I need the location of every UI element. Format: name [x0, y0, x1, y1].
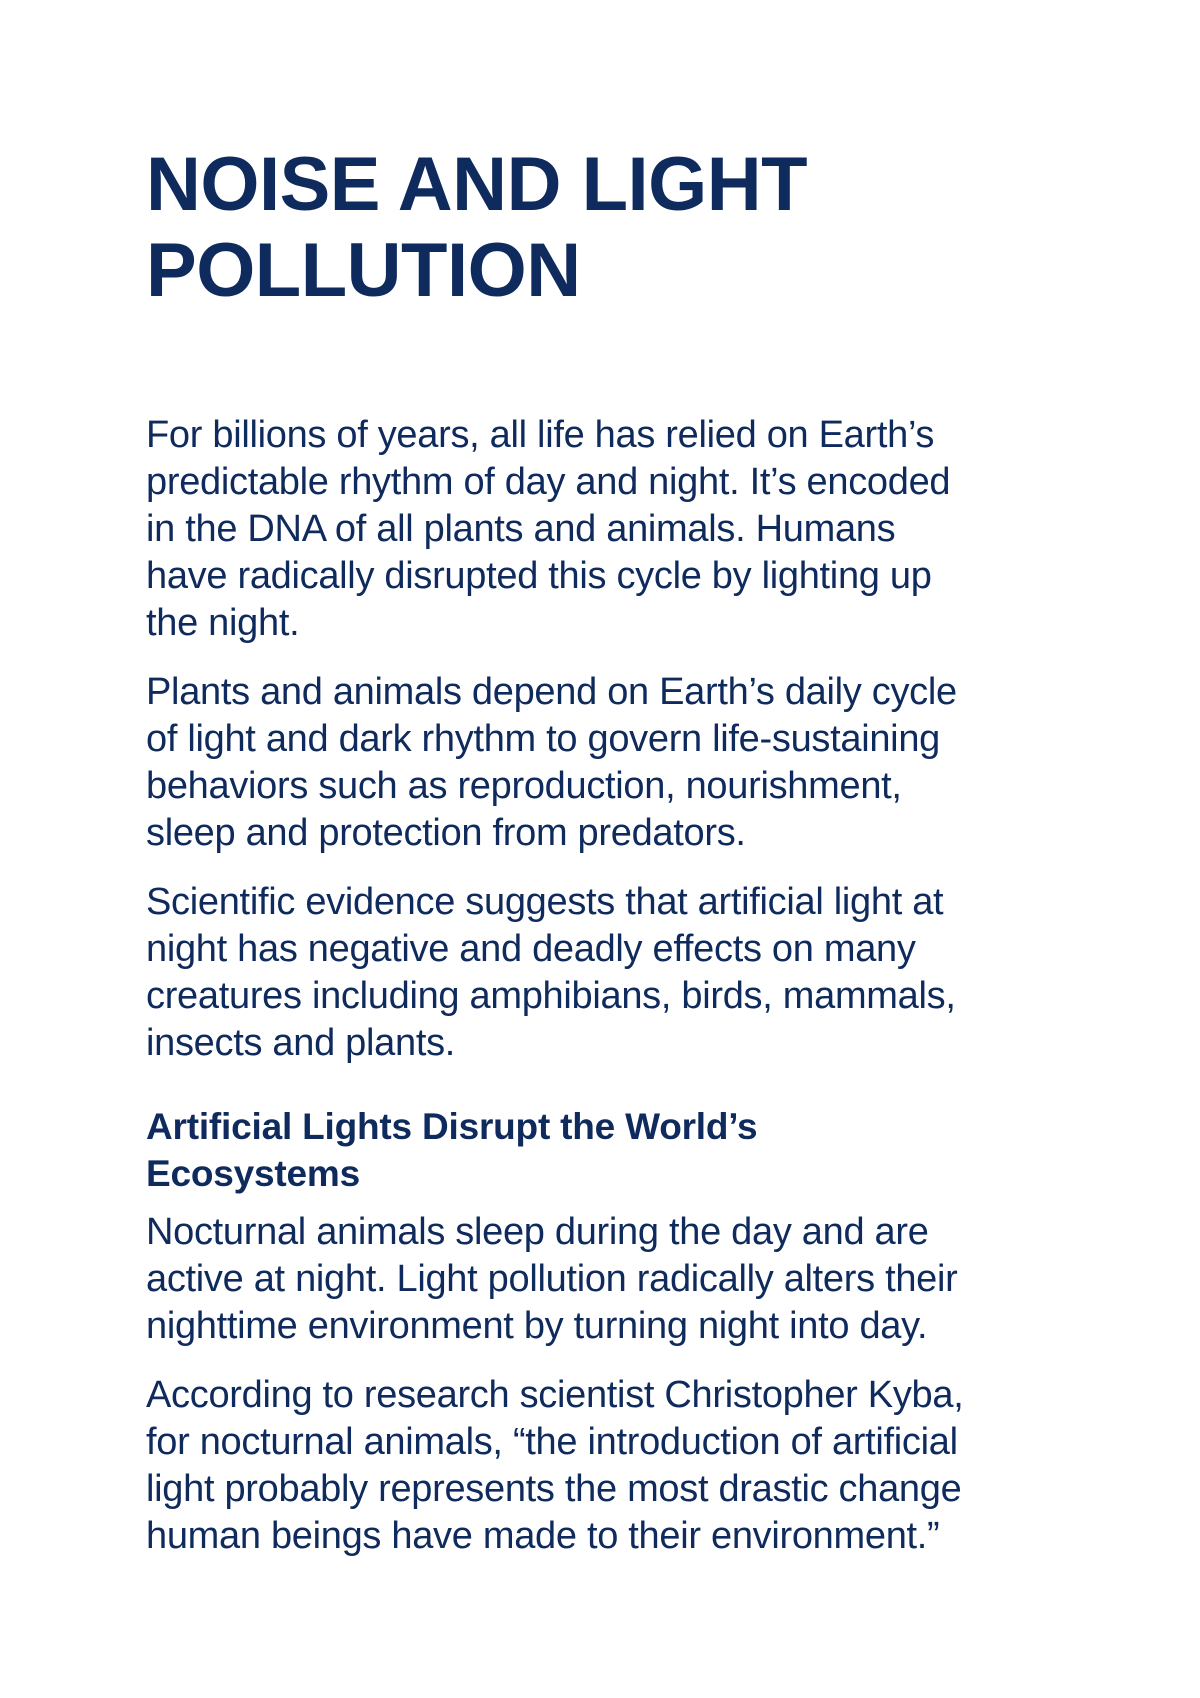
- section-paragraph-2: [146, 1372, 1076, 1560]
- text-line: of light and dark rhythm to govern life-sustaining: [146, 718, 940, 760]
- text-line: in the DNA of all plants and animals. Humans: [146, 508, 896, 550]
- text-line: Scientific evidence suggests that artificial light at: [146, 881, 944, 923]
- text-line: nighttime environment by turning night into day.: [146, 1305, 928, 1347]
- text-line: sleep and protection from predators.: [146, 812, 746, 854]
- intro-paragraph-3: [146, 879, 1076, 1067]
- text-line: the night.: [146, 602, 300, 644]
- section-heading: [146, 1103, 1076, 1197]
- section-heading-line: Ecosystems: [146, 1153, 360, 1194]
- intro-paragraph-2: [146, 669, 1076, 857]
- section-paragraph-1: [146, 1209, 1076, 1350]
- text-line: human beings have made to their environment.”: [146, 1515, 940, 1557]
- text-line: According to research scientist Christopher Kyba,: [146, 1374, 964, 1416]
- text-line: predictable rhythm of day and night. It’s encoded: [146, 461, 951, 503]
- intro-paragraph-1: [146, 412, 1076, 647]
- text-line: Plants and animals depend on Earth’s daily cycle: [146, 671, 957, 713]
- text-line: For billions of years, all life has relied on Earth’s: [146, 414, 935, 456]
- text-line: active at night. Light pollution radically alters their: [146, 1258, 958, 1300]
- page-title-line: POLLUTION: [146, 228, 581, 313]
- text-line: night has negative and deadly effects on many: [146, 928, 916, 970]
- page-title-line: NOISE AND LIGHT: [146, 142, 808, 227]
- page-title: [146, 142, 1076, 314]
- section-heading-line: Artificial Lights Disrupt the World’s: [146, 1106, 758, 1147]
- document-page: [146, 142, 1076, 1560]
- text-line: behaviors such as reproduction, nourishment,: [146, 765, 902, 807]
- text-line: insects and plants.: [146, 1022, 456, 1064]
- text-line: Nocturnal animals sleep during the day and are: [146, 1211, 929, 1253]
- text-line: for nocturnal animals, “the introduction of artificial: [146, 1421, 958, 1463]
- text-line: light probably represents the most drastic change: [146, 1468, 962, 1510]
- text-line: have radically disrupted this cycle by lighting up: [146, 555, 932, 597]
- text-line: creatures including amphibians, birds, mammals,: [146, 975, 956, 1017]
